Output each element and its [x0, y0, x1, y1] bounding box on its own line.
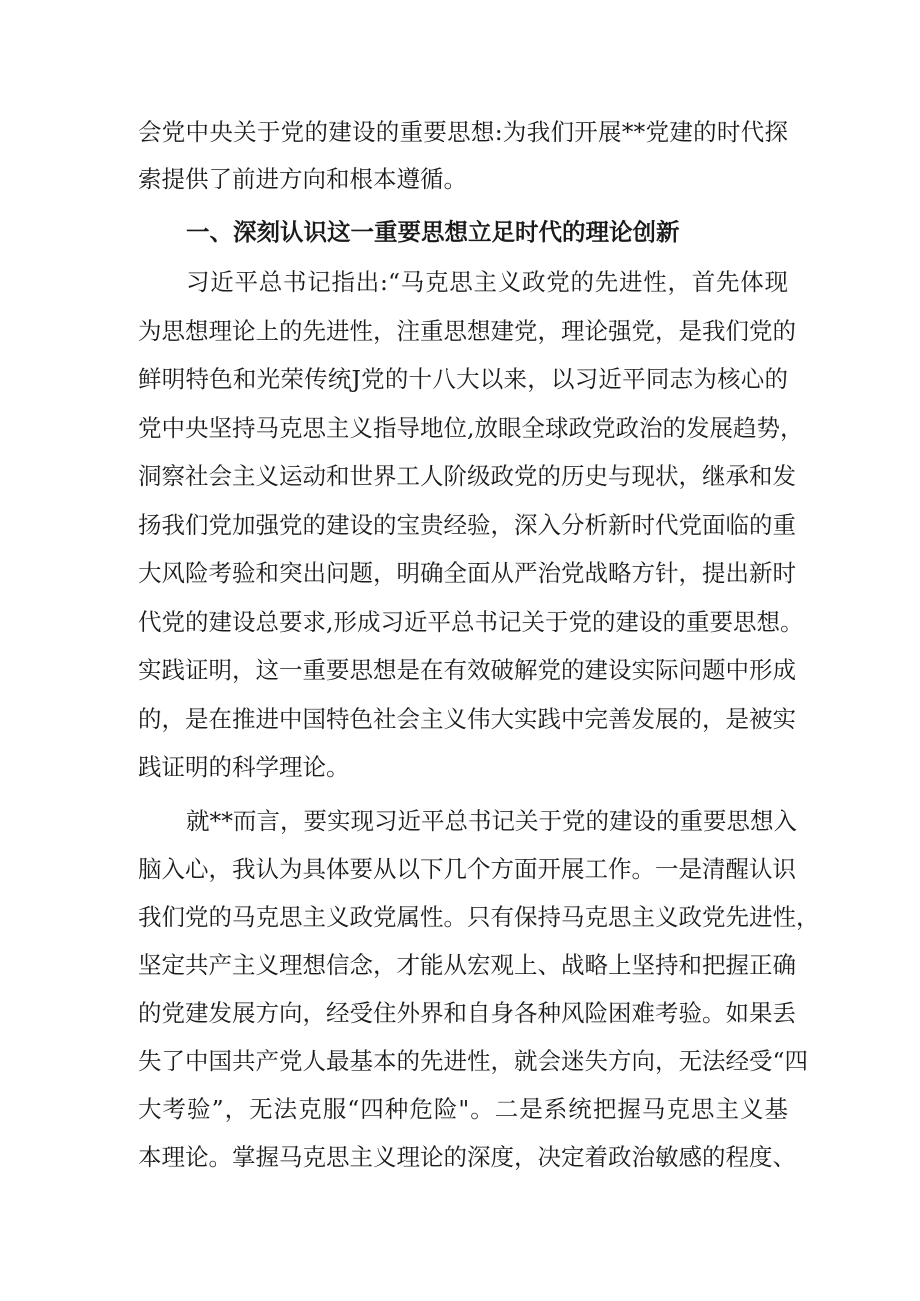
para1-line-11: 践证明的科学理论。	[138, 753, 350, 781]
para1-line-1: 习近平总书记指出:“马克思主义政党的先进性，首先体现	[186, 268, 788, 296]
para1-line-2: 为思想理论上的先进性，注重思想建党，理论强党，是我们党的	[138, 317, 796, 345]
para1-line-7: 大风险考验和突出问题，明确全面从严治党战略方针，提出新时	[138, 559, 796, 587]
section-heading: 一、深刻认识这一重要思想立足时代的理论创新	[186, 218, 680, 246]
para1-line-9: 实践证明，这一重要思想是在有效破解党的建设实际问题中形成	[138, 656, 796, 684]
para2-line-5: 的党建发展方向，经受住外界和自身各种风险困难考验。如果丢	[138, 999, 796, 1027]
intro-line-2: 索提供了前进方向和根本遵循。	[138, 165, 467, 193]
para2-line-3: 我们党的马克思主义政党属性。只有保持马克思主义政党先进性，	[138, 903, 820, 931]
para2-line-8: 本理论。掌握马克思主义理论的深度，决定着政治敏感的程度、	[138, 1143, 796, 1171]
para2-line-6: 失了中国共产党人最基本的先进性，就会迷失方向，无法经受“四	[138, 1047, 809, 1075]
para1-line-10: 的，是在推进中国特色社会主义伟大实践中完善发展的，是被实	[138, 705, 796, 733]
para1-line-8: 代党的建设总要求,形成习近平总书记关于党的建设的重要思想。	[138, 608, 804, 636]
para1-line-4: 党中央坚持马克思主义指导地位,放眼全球政党政治的发展趋势，	[138, 414, 804, 442]
para2-line-7: 大考验”，无法克服“四种危险"。二是系统把握马克思主义基	[138, 1095, 788, 1123]
para2-line-2: 脑入心，我认为具体要从以下几个方面开展工作。一是清醒认识	[138, 855, 796, 883]
para2-line-4: 坚定共产主义理想信念，才能从宏观上、战略上坚持和把握正确	[138, 951, 796, 979]
para1-line-6: 扬我们党加强党的建设的宝贵经验，深入分析新时代党面临的重	[138, 511, 796, 539]
para2-line-1: 就**而言，要实现习近平总书记关于党的建设的重要思想入	[186, 807, 797, 835]
para1-line-3: 鲜明特色和光荣传统J党的十八大以来，以习近平同志为核心的	[138, 365, 788, 393]
para1-line-5: 洞察社会主义运动和世界工人阶级政党的历史与现状，继承和发	[138, 462, 796, 490]
intro-line-1: 会党中央关于党的建设的重要思想:为我们开展**党建的时代探	[138, 118, 788, 146]
